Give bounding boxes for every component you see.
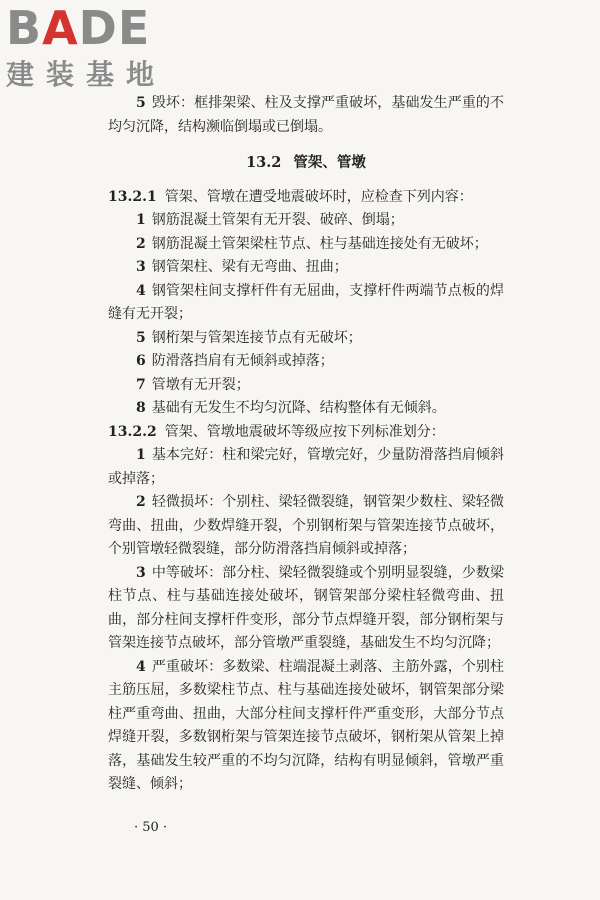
list-item xyxy=(108,233,504,257)
logo-subtitle: 建装基地 xyxy=(6,58,167,91)
document-body xyxy=(108,92,504,797)
list-item xyxy=(108,327,504,351)
section-number: 13.2 xyxy=(246,154,282,171)
item-text: 防滑落挡肩有无倾斜或掉落； xyxy=(151,353,334,369)
item-number: 3 xyxy=(136,564,146,581)
logo-letter-a: A xyxy=(42,1,79,55)
item-number: 3 xyxy=(136,259,146,275)
item-number: 6 xyxy=(136,353,146,369)
item-number: 4 xyxy=(136,658,146,675)
item-text: 钢筋混凝土管架有无开裂、破碎、倒塌； xyxy=(151,212,404,228)
item-number: 1 xyxy=(136,212,146,228)
list-item xyxy=(108,562,504,656)
section-title: 管架、管墩 xyxy=(293,154,366,171)
clause-text: 管架、管墩地震破坏等级应按下列标准划分： xyxy=(164,423,445,440)
item-text: 管墩有无开裂； xyxy=(151,376,250,393)
item-number: 7 xyxy=(136,376,146,393)
list-item xyxy=(108,656,504,797)
item-number: 8 xyxy=(136,400,146,416)
item-number: 2 xyxy=(136,235,146,252)
item-text: 钢管架柱、梁有无弯曲、扭曲； xyxy=(151,259,348,275)
list-item xyxy=(108,280,504,327)
item-text: 钢管架柱间支撑杆件有无屈曲，支撑杆件两端节点板的焊缝有无开裂； xyxy=(108,282,504,322)
section-heading xyxy=(108,151,504,175)
clause-13-2-1 xyxy=(108,186,504,210)
clause-number: 13.2.2 xyxy=(108,423,157,440)
logo-wordmark xyxy=(6,1,176,55)
item-text: 中等破坏：部分柱、梁轻微裂缝或个别明显裂缝，少数梁柱节点、柱与基础连接处破坏，钢管架部分梁柱轻微弯曲、扭曲，部分柱间支撑杆件变形，部分节点焊缝开裂，部分钢桁架与管架连接节点破坏，部分管墩严重裂缝，基础发生不均匀沉降； xyxy=(108,564,504,651)
clause-13-2-2 xyxy=(108,421,504,445)
list-item xyxy=(108,397,504,421)
item-number: 4 xyxy=(136,282,146,299)
item-text: 轻微损坏：个别柱、梁轻微裂缝，钢管架少数柱、梁轻微弯曲、扭曲，少数焊缝开裂，个别钢桁架与管架连接节点破坏，个别管墩轻微裂缝，部分防滑落挡肩倾斜或掉落； xyxy=(108,494,504,557)
item-number: 1 xyxy=(136,447,146,463)
list-item xyxy=(108,256,504,280)
item-text: 钢桁架与管架连接节点有无破坏； xyxy=(151,329,362,346)
list-item xyxy=(108,350,504,374)
list-item xyxy=(108,491,504,562)
item-number: 2 xyxy=(136,494,146,510)
clause-text: 管架、管墩在遭受地震破坏时，应检查下列内容： xyxy=(164,188,473,205)
clause-number: 13.2.1 xyxy=(108,188,157,205)
item-number: 5 xyxy=(136,95,146,111)
intro-item xyxy=(108,92,504,139)
item-text: 毁坏：框排架梁、柱及支撑严重破坏，基础发生严重的不均匀沉降，结构濒临倒塌或已倒塌。 xyxy=(108,95,504,135)
list-item xyxy=(108,374,504,398)
logo-letter-b: B xyxy=(6,1,43,55)
page-number: · 50 · xyxy=(134,820,168,835)
logo-letters-de: DE xyxy=(78,1,151,55)
item-text: 基础有无发生不均匀沉降、结构整体有无倾斜。 xyxy=(151,400,446,416)
item-text: 钢筋混凝土管架梁柱节点、柱与基础连接处有无破坏； xyxy=(151,235,488,252)
bade-logo xyxy=(6,1,176,92)
list-item xyxy=(108,209,504,233)
item-text: 基本完好：柱和梁完好，管墩完好，少量防滑落挡肩倾斜或掉落； xyxy=(108,447,504,487)
item-text: 严重破坏：多数梁、柱端混凝土剥落、主筋外露，个别柱主筋压屈，多数梁柱节点、柱与基础连接处破坏，钢管架部分梁柱严重弯曲、扭曲，大部分柱间支撑杆件严重变形，大部分节点焊缝开裂，多数钢桁架与管架连接节点破坏，钢桁架从管架上掉落，基础发生较严重的不均匀沉降，结构有明显倾斜，管墩严重裂缝、倾斜； xyxy=(108,658,504,792)
list-item xyxy=(108,444,504,491)
item-number: 5 xyxy=(136,329,146,346)
